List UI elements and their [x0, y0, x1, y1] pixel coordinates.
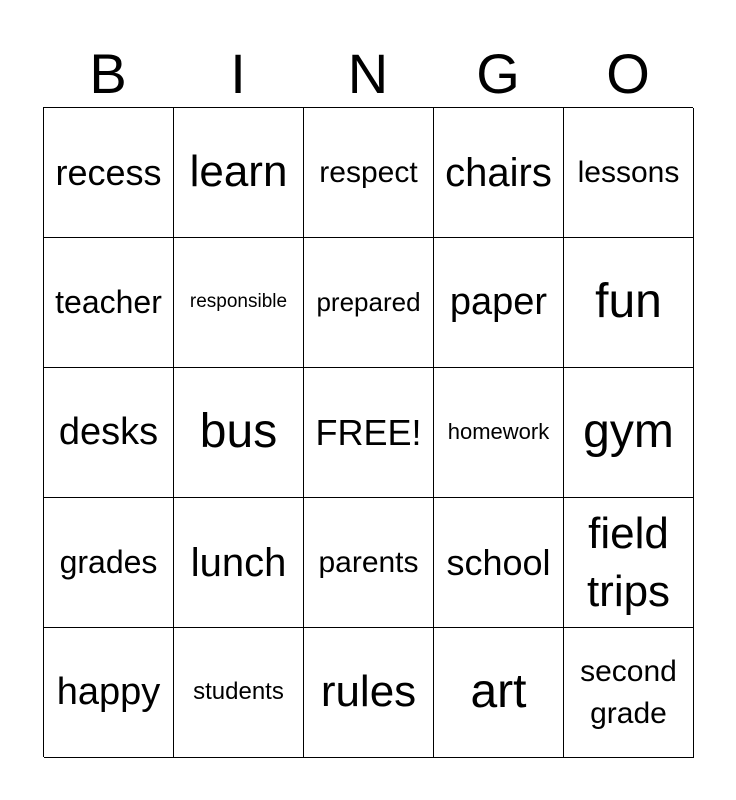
header-letter-n: N — [347, 42, 389, 105]
bingo-cell[interactable] — [174, 368, 304, 498]
cell-word: recess — [55, 151, 162, 193]
cell-word: second grade — [580, 654, 677, 730]
bingo-cell[interactable] — [304, 628, 434, 758]
bingo-cell[interactable] — [44, 238, 174, 368]
bingo-cell[interactable] — [564, 498, 694, 628]
header-letter-b: B — [89, 42, 127, 105]
bingo-cell[interactable] — [174, 498, 304, 628]
bingo-cell[interactable] — [564, 368, 694, 498]
cell-word: teacher — [55, 283, 162, 320]
cell-word: prepared — [316, 287, 421, 318]
cell-word: gym — [583, 405, 674, 459]
bingo-cell[interactable] — [564, 238, 694, 368]
bingo-cell[interactable] — [434, 108, 564, 238]
cell-word: desks — [58, 410, 159, 453]
cell-word: field trips — [586, 509, 671, 616]
header-letter-g: G — [476, 42, 520, 105]
bingo-cell[interactable] — [44, 498, 174, 628]
bingo-cell[interactable] — [434, 628, 564, 758]
cell-word: art — [470, 665, 527, 719]
cell-word: learn — [189, 147, 288, 197]
cell-word: rules — [320, 667, 417, 717]
cell-word: respect — [319, 156, 418, 189]
cell-word: fun — [595, 275, 662, 329]
cell-word: chairs — [445, 150, 552, 195]
cell-word: bus — [199, 405, 278, 459]
bingo-cell[interactable] — [564, 108, 694, 238]
cell-word: students — [193, 678, 284, 706]
cell-word: paper — [449, 280, 548, 323]
bingo-cell[interactable] — [174, 238, 304, 368]
bingo-cell[interactable] — [44, 108, 174, 238]
bingo-cell[interactable] — [434, 498, 564, 628]
bingo-cell[interactable] — [174, 628, 304, 758]
bingo-cell[interactable] — [304, 238, 434, 368]
bingo-cell[interactable] — [434, 368, 564, 498]
bingo-cell[interactable] — [304, 498, 434, 628]
header-letter-o: O — [606, 42, 650, 105]
cell-word: school — [446, 541, 551, 583]
bingo-cell[interactable] — [174, 108, 304, 238]
free-space-label: FREE! — [315, 411, 422, 453]
free-space-cell[interactable] — [304, 368, 434, 498]
cell-word: lessons — [577, 156, 680, 189]
cell-word: lunch — [190, 540, 287, 585]
bingo-cell[interactable] — [44, 628, 174, 758]
cell-word: responsible — [189, 291, 288, 313]
bingo-board — [43, 107, 693, 757]
cell-word: grades — [59, 543, 158, 580]
header-letter-i: I — [230, 42, 246, 105]
bingo-header — [43, 40, 693, 108]
bingo-cell[interactable] — [434, 238, 564, 368]
cell-word: parents — [318, 546, 419, 579]
cell-word: homework — [447, 419, 550, 445]
cell-word: happy — [56, 670, 161, 713]
bingo-cell[interactable] — [564, 628, 694, 758]
bingo-cell[interactable] — [304, 108, 434, 238]
bingo-cell[interactable] — [44, 368, 174, 498]
